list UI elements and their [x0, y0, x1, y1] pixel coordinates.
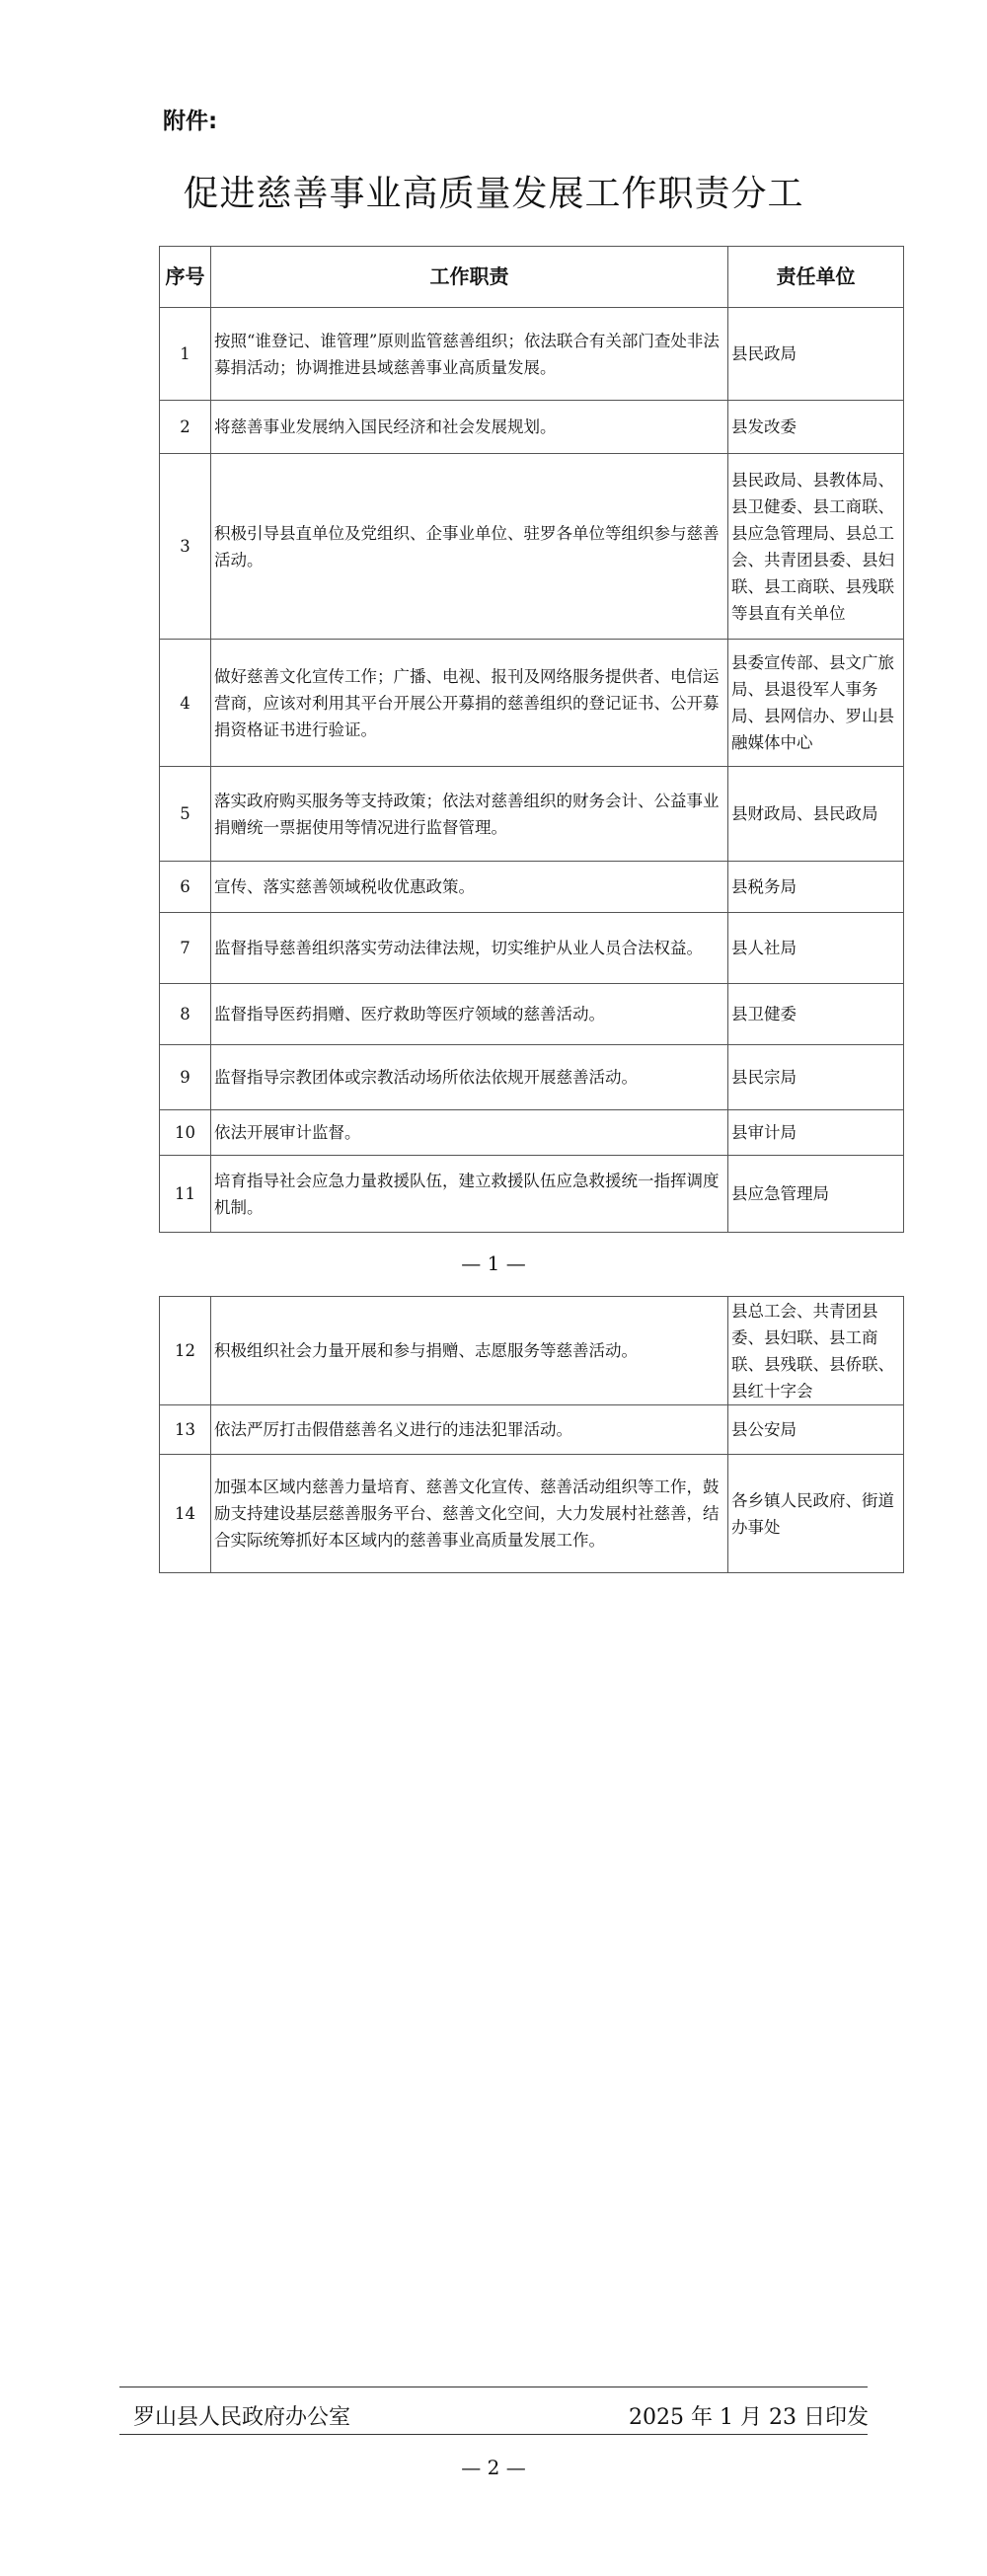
row-unit: 县人社局 — [728, 913, 904, 984]
table-row — [160, 454, 904, 640]
row-duty: 积极引导县直单位及党组织、企事业单位、驻罗各单位等组织参与慈善活动。 — [211, 454, 728, 640]
row-duty: 监督指导慈善组织落实劳动法律法规，切实维护从业人员合法权益。 — [211, 913, 728, 984]
row-unit: 各乡镇人民政府、街道办事处 — [728, 1455, 904, 1573]
row-duty: 按照“谁登记、谁管理”原则监管慈善组织；依法联合有关部门查处非法募捐活动；协调推进县域慈善事业高质量发展。 — [211, 308, 728, 401]
row-duty: 加强本区域内慈善力量培育、慈善文化宣传、慈善活动组织等工作，鼓励支持建设基层慈善服务平台、慈善文化空间，大力发展村社慈善，结合实际统筹抓好本区域内的慈善事业高质量发展工作。 — [211, 1455, 728, 1573]
row-duty: 将慈善事业发展纳入国民经济和社会发展规划。 — [211, 401, 728, 454]
table-row — [160, 640, 904, 767]
row-unit: 县公安局 — [728, 1405, 904, 1455]
row-duty: 依法开展审计监督。 — [211, 1110, 728, 1156]
page-number-2: — 2 — — [461, 2456, 526, 2479]
table-row — [160, 1455, 904, 1573]
row-unit: 县税务局 — [728, 862, 904, 913]
row-duty: 培育指导社会应急力量救援队伍，建立救援队伍应急救援统一指挥调度机制。 — [211, 1156, 728, 1233]
row-no: 9 — [160, 1045, 211, 1110]
table-header-row — [160, 247, 904, 308]
table-row — [160, 1405, 904, 1455]
row-unit: 县财政局、县民政局 — [728, 767, 904, 862]
table-row — [160, 984, 904, 1045]
table-row — [160, 1110, 904, 1156]
row-no: 6 — [160, 862, 211, 913]
row-no: 11 — [160, 1156, 211, 1233]
footer-bottom-rule — [119, 2434, 868, 2435]
table-row — [160, 913, 904, 984]
header-no: 序号 — [160, 247, 211, 308]
table-row — [160, 862, 904, 913]
table-row — [160, 401, 904, 454]
table-row — [160, 767, 904, 862]
row-no: 4 — [160, 640, 211, 767]
row-no: 13 — [160, 1405, 211, 1455]
row-no: 3 — [160, 454, 211, 640]
row-unit: 县委宣传部、县文广旅局、县退役军人事务局、县网信办、罗山县融媒体中心 — [728, 640, 904, 767]
row-duty: 依法严厉打击假借慈善名义进行的违法犯罪活动。 — [211, 1405, 728, 1455]
table-row — [160, 1156, 904, 1233]
issue-date: 2025 年 1 月 23 日印发 — [629, 2405, 869, 2430]
row-unit: 县应急管理局 — [728, 1156, 904, 1233]
row-no: 1 — [160, 308, 211, 401]
row-no: 10 — [160, 1110, 211, 1156]
row-unit: 县民政局、县教体局、县卫健委、县工商联、县应急管理局、县总工会、共青团县委、县妇联、县工商联、县残联等县直有关单位 — [728, 454, 904, 640]
row-unit: 县总工会、共青团县委、县妇联、县工商联、县残联、县侨联、县红十字会 — [728, 1297, 904, 1405]
row-duty: 做好慈善文化宣传工作；广播、电视、报刊及网络服务提供者、电信运营商，应该对利用其平台开展公开募捐的慈善组织的登记证书、公开募捐资格证书进行验证。 — [211, 640, 728, 767]
row-unit: 县发改委 — [728, 401, 904, 454]
row-unit: 县审计局 — [728, 1110, 904, 1156]
row-no: 2 — [160, 401, 211, 454]
row-duty: 积极组织社会力量开展和参与捐赠、志愿服务等慈善活动。 — [211, 1297, 728, 1405]
row-duty: 宣传、落实慈善领域税收优惠政策。 — [211, 862, 728, 913]
document-title: 促进慈善事业高质量发展工作职责分工 — [183, 174, 804, 214]
header-duty: 工作职责 — [211, 247, 728, 308]
row-no: 8 — [160, 984, 211, 1045]
row-duty: 落实政府购买服务等支持政策；依法对慈善组织的财务会计、公益事业捐赠统一票据使用等情况进行监督管理。 — [211, 767, 728, 862]
issuer-name: 罗山县人民政府办公室 — [133, 2405, 351, 2430]
table-row — [160, 308, 904, 401]
duty-table-continued — [159, 1296, 904, 1573]
row-no: 14 — [160, 1455, 211, 1573]
row-no: 5 — [160, 767, 211, 862]
row-no: 7 — [160, 913, 211, 984]
duty-table — [159, 246, 904, 1233]
attachment-label: 附件: — [163, 109, 218, 134]
row-duty: 监督指导宗教团体或宗教活动场所依法依规开展慈善活动。 — [211, 1045, 728, 1110]
table-row — [160, 1297, 904, 1405]
row-unit: 县民宗局 — [728, 1045, 904, 1110]
page-number-1: — 1 — — [461, 1251, 526, 1275]
row-unit: 县卫健委 — [728, 984, 904, 1045]
row-unit: 县民政局 — [728, 308, 904, 401]
table-row — [160, 1045, 904, 1110]
row-no: 12 — [160, 1297, 211, 1405]
header-unit: 责任单位 — [728, 247, 904, 308]
row-duty: 监督指导医药捐赠、医疗救助等医疗领域的慈善活动。 — [211, 984, 728, 1045]
